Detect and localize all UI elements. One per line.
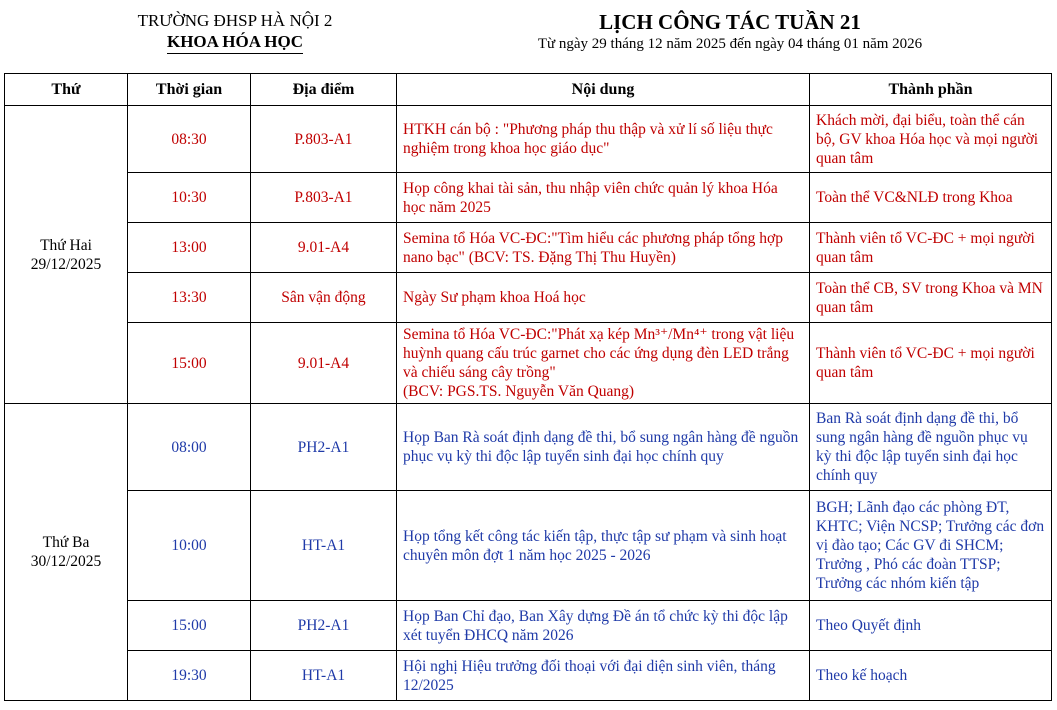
- content-cell: [397, 323, 810, 404]
- column-header-participants: Thành phần: [810, 74, 1052, 106]
- location-cell: P.803-A1: [251, 173, 397, 223]
- table-row: [5, 404, 1052, 491]
- participants-cell: Thành viên tổ VC-ĐC + mọi người quan tâm: [810, 323, 1052, 404]
- day-cell-tuesday: [5, 404, 128, 701]
- school-name: TRƯỜNG ĐHSP HÀ NỘI 2: [137, 11, 333, 30]
- content-cell: Họp tổng kết công tác kiến tập, thực tập sư phạm và sinh hoạt chuyên môn đợt 1 năm học 2025 - 2026: [397, 491, 810, 601]
- participants-cell: BGH; Lãnh đạo các phòng ĐT, KHTC; Viện NCSP; Trưởng các đơn vị đào tạo; Các GV đi SHCM; Trưởng , Phó các đoàn TTSP; Trưởng các nhóm kiến tập: [810, 491, 1052, 601]
- schedule-title: LỊCH CÔNG TÁC TUẦN 21: [599, 10, 861, 34]
- content-cell: Họp Ban Chỉ đạo, Ban Xây dựng Đề án tổ chức kỳ thi độc lập xét tuyển ĐHCQ năm 2026: [397, 601, 810, 651]
- header-right: [480, 10, 980, 54]
- content-cell: Semina tổ Hóa VC-ĐC:"Tìm hiểu các phương pháp tổng hợp nano bạc" (BCV: TS. Đặng Thị Thu Huyền): [397, 223, 810, 273]
- location-cell: P.803-A1: [251, 106, 397, 173]
- location-cell: PH2-A1: [251, 601, 397, 651]
- content-speaker: (BCV: PGS.TS. Nguyễn Văn Quang): [403, 383, 635, 400]
- location-cell: HT-A1: [251, 651, 397, 701]
- location-cell: 9.01-A4: [251, 223, 397, 273]
- table-row: [5, 651, 1052, 701]
- column-header-location: Địa điểm: [251, 74, 397, 106]
- location-cell: PH2-A1: [251, 404, 397, 491]
- location-cell: HT-A1: [251, 491, 397, 601]
- participants-cell: Toàn thể VC&NLĐ trong Khoa: [810, 173, 1052, 223]
- header-left: [105, 10, 365, 54]
- faculty-name: KHOA HÓA HỌC: [167, 31, 303, 54]
- table-header-row: [5, 74, 1052, 106]
- day-name: Thứ Ba: [42, 534, 90, 551]
- table-row: [5, 323, 1052, 404]
- time-cell: 19:30: [128, 651, 251, 701]
- participants-cell: Khách mời, đại biểu, toàn thể cán bộ, GV khoa Hóa học và mọi người quan tâm: [810, 106, 1052, 173]
- participants-cell: Toàn thể CB, SV trong Khoa và MN quan tâm: [810, 273, 1052, 323]
- schedule-table: [4, 73, 1052, 701]
- table-row: [5, 106, 1052, 173]
- content-cell: Họp công khai tài sản, thu nhập viên chức quản lý khoa Hóa học năm 2025: [397, 173, 810, 223]
- table-row: [5, 601, 1052, 651]
- day-date: 29/12/2025: [30, 255, 102, 273]
- participants-cell: Theo kế hoạch: [810, 651, 1052, 701]
- table-row: [5, 173, 1052, 223]
- day-cell-monday: [5, 106, 128, 404]
- time-cell: 10:00: [128, 491, 251, 601]
- participants-cell: Ban Rà soát định dạng đề thi, bổ sung ngân hàng đề nguồn phục vụ kỳ thi độc lập tuyển sinh đại học chính quy: [810, 404, 1052, 491]
- table-row: [5, 223, 1052, 273]
- time-cell: 08:00: [128, 404, 251, 491]
- time-cell: 10:30: [128, 173, 251, 223]
- location-cell: Sân vận động: [251, 273, 397, 323]
- time-cell: 13:00: [128, 223, 251, 273]
- location-cell: 9.01-A4: [251, 323, 397, 404]
- time-cell: 15:00: [128, 323, 251, 404]
- participants-cell: Theo Quyết định: [810, 601, 1052, 651]
- content-cell: Ngày Sư phạm khoa Hoá học: [397, 273, 810, 323]
- time-cell: 15:00: [128, 601, 251, 651]
- column-header-content: Nội dung: [397, 74, 810, 106]
- participants-cell: Thành viên tổ VC-ĐC + mọi người quan tâm: [810, 223, 1052, 273]
- content-cell: Họp Ban Rà soát định dạng đề thi, bổ sung ngân hàng đề nguồn phục vụ kỳ thi độc lập tuyển sinh đại học chính quy: [397, 404, 810, 491]
- time-cell: 08:30: [128, 106, 251, 173]
- schedule-date-range: Từ ngày 29 tháng 12 năm 2025 đến ngày 04 tháng 01 năm 2026: [537, 36, 923, 52]
- column-header-day: Thứ: [5, 74, 128, 106]
- day-date: 30/12/2025: [30, 553, 102, 570]
- content-cell: Hội nghị Hiệu trưởng đối thoại với đại diện sinh viên, tháng 12/2025: [397, 651, 810, 701]
- table-row: [5, 273, 1052, 323]
- column-header-time: Thời gian: [128, 74, 251, 106]
- day-name: Thứ Hai: [40, 236, 92, 254]
- time-cell: 13:30: [128, 273, 251, 323]
- table-row: [5, 491, 1052, 601]
- content-cell: HTKH cán bộ : "Phương pháp thu thập và xử lí số liệu thực nghiệm trong khoa học giáo dục": [397, 106, 810, 173]
- content-text: Semina tổ Hóa VC-ĐC:"Phát xạ kép Mn³⁺/Mn⁴⁺ trong vật liệu huỳnh quang cấu trúc garnet cho các ứng dụng đèn LED trắng và chiếu sáng cây trồng": [403, 326, 795, 381]
